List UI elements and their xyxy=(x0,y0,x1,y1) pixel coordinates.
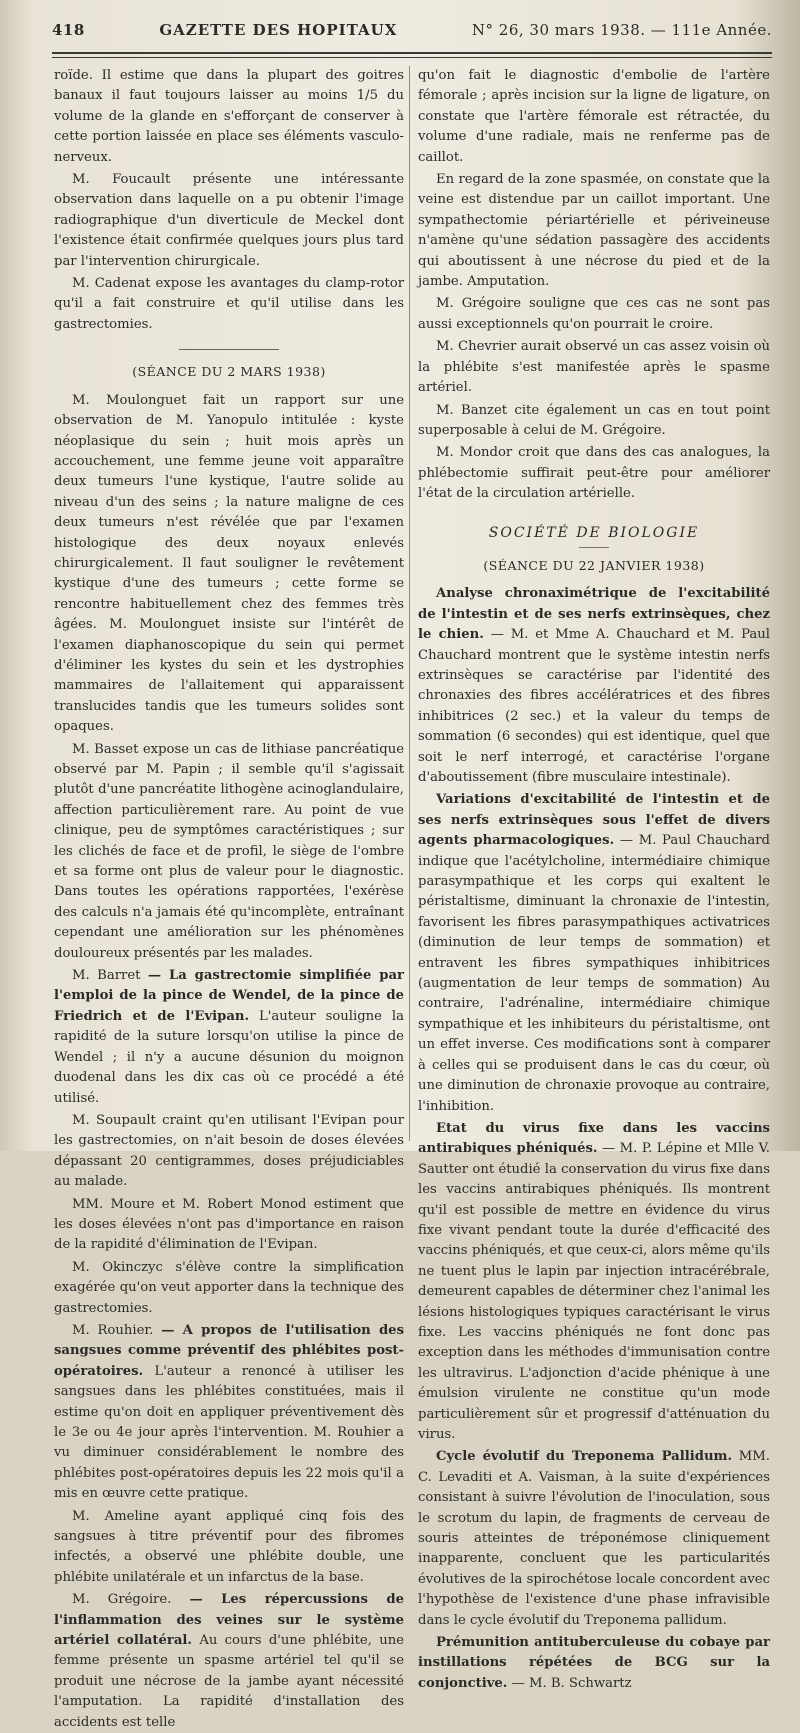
page-header xyxy=(52,10,772,50)
left-column xyxy=(54,66,405,1730)
paragraph: roïde. Il estime que dans la plupart des goitres banaux il faut toujours laisser au moins 1/5 du volume de la glande en s'efforçant de conserver à cette portion laissée en place ses éléments vasculo-nerveux. xyxy=(54,68,404,165)
article-body: L'auteur souligne la rapidité de la suture lorsqu'on utilise la pince de Wendel ; il n'y a aucune désunion du moignon duodenal dans les dix cas où ce procédé a été utilisé. xyxy=(54,1008,404,1106)
paragraph: M. Moulonguet fait un rapport sur une observation de M. Yanopulo intitulée : kyste néoplasique du sein ; huit mois après un accouchement, une femme jeune voit apparaître deux tumeurs l'une kystique, l'autre solide au niveau d'un des seins ; la nature maligne de ces deux tumeurs n'est révélée que par l'examen histologique des deux noyaux enlevés chirurgicalement. Il faut souligner le revêtement kystique d'une des tumeurs ; cette forme se rencontre habituellement chez des femmes très âgées. M. Moulonguet insiste sur l'intérêt de l'examen diaphanoscopique du sein qui permet d'éliminer les kystes du sein et les dystrophies mammaires de l'allaitement qui apparaissent translucides tandis que les tumeurs solides sont opaques. xyxy=(54,392,404,735)
article-body: — M. Paul Chauchard indique que l'acétylcholine, intermédiaire chimique parasympathique et les corps qui exaltent le péristaltisme, diminuant la chronaxie de l'intestin, favorisent les fibres parasympathiques activatrices (diminution de leur temps de sommation) et entravent les fibres sympathiques inhibitrices (augmentation de leur temps de sommation) Au contraire, l'adrénaline, intermédiaire chimique sympathique et les inhibiteurs du péristaltisme, ont un effet inverse. Ces modifications sont à comparer à celles qui se produisent dans le cas du cœur, où une diminution de chronaxie provoque au contraire, l'inhibition. xyxy=(418,833,770,1114)
paragraph xyxy=(54,966,404,1109)
section-divider xyxy=(179,349,279,350)
author: M. Grégoire. xyxy=(72,1592,172,1608)
article-title: Prémunition antituberculeuse du cobaye par instillations répétées de BCG sur la conjonctive. xyxy=(418,1635,770,1691)
article-title: — Les répercussions de l'inflammation des veines sur le système artériel collatéral. xyxy=(54,1592,405,1649)
article-body: L'auteur a renoncé à utiliser les sangsues dans les phlébites constituées, mais il estime qu'on doit en appliquer préventivement dès le 3e ou 4e jour après l'intervention. M. Rouhier a vu diminuer considérablement le nombre des phlébites post-opératoires depuis les 22 mois qu'il a mis en œuvre cette pratique. xyxy=(54,1363,404,1502)
header-rule xyxy=(52,52,772,54)
article-body: — M. et Mme A. Chauchard et M. Paul Chauchard montrent que le système intestin nerfs extrinsèques se caractérise par l'identité des chronaxies des fibres accélératrices et des fibres inhibitrices (2 sec.) et la valeur du temps de sommation (6 secondes) qui est identique, quel que soit le nerf interrogé, et caractérise l'organe d'aboutissement (fibre musculaire intestinale). xyxy=(418,627,770,785)
article-title: — La gastrectomie simplifiée par l'emploi de la pince de Wendel, de la pince de Friedrich et de l'Evipan. xyxy=(54,968,404,1024)
section-title: SOCIÉTÉ DE BIOLOGIE xyxy=(488,524,700,541)
paragraph: M. Grégoire souligne que ces cas ne sont pas aussi exceptionnels qu'on pourrait le croire. xyxy=(418,296,770,332)
section-divider xyxy=(579,547,609,548)
article-body: — M. P. Lépine et Mlle V. Sautter ont étudié la conservation du virus fixe dans les vaccins antirabiques phéniqués. Ils montrent qu'il est possible de mettre en évidence du virus fixe vivant pendant toute la durée d'efficacité des vaccins phéniqués, et que ceux-ci, alors même qu'ils ne tuent plus le lapin par injection intracérébrale, demeurent capables de déterminer chez l'animal les lésions histologiques typiques caractérisant le virus fixe. Les vaccins phéniqués ne font donc pas exception dans les méthodes d'immunisation contre les ultravirus. L'adjonction d'acide phénique à une émulsion virulente ne constitue qu'un mode particulièrement sûr et progressif d'atténuation du virus. xyxy=(418,1141,771,1442)
article-title: Analyse chronaximétrique de l'excitabilité de l'intestin et de ses nerfs extrinsèques, chez le chien. xyxy=(418,586,770,643)
paragraph: M. Cadenat expose les avantages du clamp-rotor qu'il a fait construire et qu'il utilise dans les gastrectomies. xyxy=(54,276,404,332)
paragraph: M. Okinczyc s'élève contre la simplification exagérée qu'on veut apporter dans la technique des gastrectomies. xyxy=(54,1259,404,1316)
article-body: MM. C. Levaditi et A. Vaisman, à la suite d'expériences consistant à suivre l'évolution de l'inoculation, sous le scrotum du lapin, de fragments de cerveau de souris atteintes de tréponémose cliniquement inapparente, concluent que les particularités évolutives de la spirochétose locale concordent avec l'hypothèse de l'existence d'une phase infravisible dans le cycle évolutif du Treponema pallidum. xyxy=(418,1449,770,1628)
paragraph xyxy=(418,584,770,788)
article-title: Cycle évolutif du Treponema Pallidum. xyxy=(436,1449,733,1465)
paragraph: qu'on fait le diagnostic d'embolie de l'artère fémorale ; après incision sur la ligne de ligature, on constate que l'artère fémorale est rétractée, du volume d'une radiale, mais ne renferme pas de caillot. xyxy=(418,68,770,165)
article-title: — A propos de l'utilisation des sangsues comme préventif des phlébites post-opératoires. xyxy=(54,1322,404,1379)
paragraph xyxy=(54,1321,404,1505)
author: M. Barret xyxy=(72,968,141,984)
paragraph: M. Ameline ayant appliqué cinq fois des sangsues à titre préventif pour des fibromes infectés, a observé une phlébite double, une phlébite unilatérale et un infarctus de la base. xyxy=(54,1508,404,1585)
paragraph: En regard de la zone spasmée, on constate que la veine est distendue par un caillot important. Une sympathectomie périartérielle et périveineuse n'amène qu'une sédation passagère des accidents qui aboutissent à une nécrose du pied et de la jambe. Amputation. xyxy=(418,172,770,290)
paragraph: M. Basset expose un cas de lithiase pancréatique observé par M. Papin ; il semble qu'il s'agissait plutôt d'une pancréatite lithogène acinoglandulaire, affection particulièrement rare. Au point de vue clinique, peu de symptômes caractéristiques ; sur les clichés de face et de profil, le siège de l'ombre et sa forme ont plus de valeur pour le diagnostic. Dans toutes les opérations rapportées, l'exérèse des calculs n'a jamais été qu'incomplète, entraînant cependant une amélioration sur les phénomènes douloureux présentés par les malades. xyxy=(54,741,404,961)
journal-title: GAZETTE DES HOPITAUX xyxy=(159,21,398,39)
paragraph: M. Banzet cite également un cas en tout point superposable à celui de M. Grégoire. xyxy=(418,402,770,438)
paragraph xyxy=(418,790,770,1117)
column-divider xyxy=(409,66,410,1141)
paragraph: M. Foucault présente une intéressante observation dans laquelle on a pu obtenir l'image radiographique d'un diverticule de Meckel dont l'existence était confirmée quelques jours plus tard par l'intervention chirurgicale. xyxy=(54,172,404,269)
paragraph: M. Soupault craint qu'en utilisant l'Evipan pour les gastrectomies, on n'ait besoin de doses élevées dépassant 20 centigrammes, doses préjudiciables au malade. xyxy=(54,1112,404,1190)
paragraph: MM. Moure et M. Robert Monod estiment que les doses élevées n'ont pas d'importance en raison de la rapidité d'élimination de l'Evipan. xyxy=(54,1196,404,1253)
paragraph: M. Chevrier aurait observé un cas assez voisin où la phlébite s'est manifestée après le spasme artériel. xyxy=(418,339,770,396)
article-title: Variations d'excitabilité de l'intestin et de ses nerfs extrinsèques sous l'effet de divers agents pharmacologiques. xyxy=(418,792,770,849)
author: M. Rouhier. xyxy=(72,1322,154,1338)
paragraph: M. Mondor croit que dans des cas analogues, la phlébectomie suffirait peut-être pour améliorer l'état de la circulation artérielle. xyxy=(418,445,770,502)
right-column xyxy=(418,66,771,1691)
paragraph xyxy=(418,1633,770,1694)
paragraph xyxy=(418,1119,770,1446)
paragraph xyxy=(54,1590,404,1733)
page-number: 418 xyxy=(52,21,85,39)
article-body: Au cours d'une phlébite, une femme présente un spasme artériel tel qu'il se produit une nécrose de la jambe ayant nécessité l'amputation. La rapidité d'installation des accidents est telle xyxy=(54,1633,404,1730)
header-rule-thin xyxy=(52,57,772,58)
article-title: Etat du virus fixe dans les vaccins antirabiques phéniqués. xyxy=(418,1120,770,1157)
seance-heading: (SÉANCE DU 2 MARS 1938) xyxy=(132,364,326,380)
article-body: — M. B. Schwartz xyxy=(511,1675,632,1691)
issue-info: N° 26, 30 mars 1938. — 111e Année. xyxy=(471,21,772,39)
seance-heading: (SÉANCE DU 22 JANVIER 1938) xyxy=(483,557,705,573)
paragraph xyxy=(418,1447,770,1631)
